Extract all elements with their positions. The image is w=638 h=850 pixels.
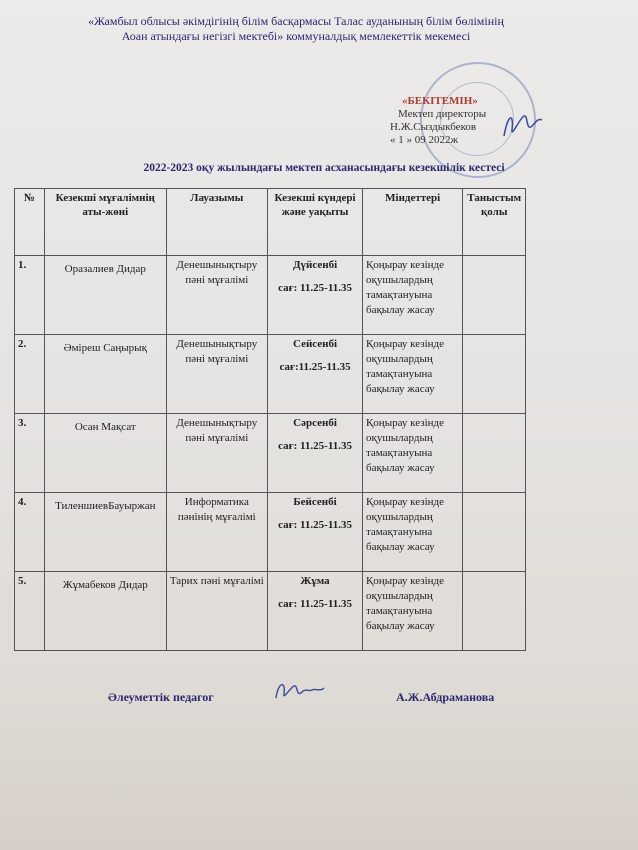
duty-day: Сәрсенбі — [293, 417, 337, 429]
row-number: 1. — [15, 256, 45, 335]
col-header-signature: Таныстым қолы — [463, 189, 526, 256]
header-line-1: «Жамбыл облысы әкімдігінің білім басқармасы Талас ауданының білім бөлімінің — [88, 14, 504, 28]
table-row — [15, 256, 526, 335]
duty-day: Бейсенбі — [293, 496, 337, 508]
duty-time: сағ: 11.25-11.35 — [278, 282, 352, 294]
teacher-position: Тарих пәні мұғалімі — [166, 572, 268, 651]
document-title: 2022-2023 оқу жылындағы мектеп асханасындағы кезекшілік кестесі — [143, 162, 505, 174]
duty-description: Қоңырау кезінде оқушылардың тамақтануына бақылау жасау — [362, 256, 462, 335]
organization-header — [36, 14, 556, 44]
row-number: 5. — [15, 572, 45, 651]
col-header-teacher-name: Кезекші мұғалімнің аты-жөні — [45, 189, 167, 256]
duty-schedule-table — [14, 188, 526, 651]
signature-cell — [463, 493, 526, 572]
approval-date: « 1 » 09 2022ж — [390, 134, 459, 146]
col-header-days-time: Кезекші күндері және уақыты — [268, 189, 363, 256]
duty-day: Сейсенбі — [292, 338, 338, 350]
table-row — [15, 493, 526, 572]
teacher-name: ТиленшиевБауыржан — [45, 493, 167, 572]
duty-time: сағ:11.25-11.35 — [279, 361, 351, 373]
teacher-position: Денешынықтыру пәні мұғалімі — [166, 414, 268, 493]
duty-description: Қоңырау кезінде оқушылардың тамақтануына бақылау жасау — [362, 572, 462, 651]
table-header-row — [15, 189, 526, 256]
approval-director-name: Н.Ж.Сыздыкбеков — [390, 121, 477, 133]
row-number: 3. — [15, 414, 45, 493]
director-signature — [498, 108, 546, 144]
signatory-role: Әлеуметтік педагог — [108, 690, 214, 704]
teacher-name: Оразалиев Дидар — [45, 256, 167, 335]
teacher-name: Әміреш Саңырық — [45, 335, 167, 414]
duty-time: сағ: 11.25-11.35 — [278, 519, 352, 531]
signature-cell — [463, 335, 526, 414]
duty-day-time — [268, 493, 363, 572]
signature-cell — [463, 414, 526, 493]
row-number: 4. — [15, 493, 45, 572]
signature-cell — [463, 572, 526, 651]
duty-day-time — [268, 414, 363, 493]
teacher-position: Денешынықтыру пәні мұғалімі — [166, 256, 268, 335]
duty-description: Қоңырау кезінде оқушылардың тамақтануына бақылау жасау — [362, 414, 462, 493]
signature-cell — [463, 256, 526, 335]
table-row — [15, 414, 526, 493]
duty-day: Жұма — [300, 575, 330, 587]
duty-description: Қоңырау кезінде оқушылардың тамақтануына бақылау жасау — [362, 335, 462, 414]
header-line-2: Аоан атындағы негізгі мектебі» коммуналдық мемлекеттік мекемесі — [121, 29, 471, 43]
pedagogue-signature — [272, 676, 328, 706]
duty-time: сағ: 11.25-11.35 — [278, 598, 352, 610]
col-header-position: Лауазымы — [166, 189, 268, 256]
duty-description: Қоңырау кезінде оқушылардың тамақтануына бақылау жасау — [362, 493, 462, 572]
duty-day: Дүйсенбі — [292, 259, 338, 271]
duty-day-time — [268, 572, 363, 651]
approval-title: «БЕКІТЕМІН» — [402, 95, 478, 107]
teacher-position: Информатика пәнінің мұғалімі — [166, 493, 268, 572]
teacher-position: Денешынықтыру пәні мұғалімі — [166, 335, 268, 414]
duty-day-time — [268, 335, 363, 414]
col-header-duties: Міндеттері — [362, 189, 462, 256]
signatory-name: А.Ж.Абдраманова — [396, 690, 495, 704]
row-number: 2. — [15, 335, 45, 414]
table-row — [15, 572, 526, 651]
teacher-name: Жұмабеков Дидар — [45, 572, 167, 651]
col-header-number: № — [15, 189, 45, 256]
approval-director-role: Мектеп директоры — [398, 108, 487, 120]
duty-time: сағ: 11.25-11.35 — [278, 440, 352, 452]
teacher-name: Осан Мақсат — [45, 414, 167, 493]
table-row — [15, 335, 526, 414]
duty-day-time — [268, 256, 363, 335]
